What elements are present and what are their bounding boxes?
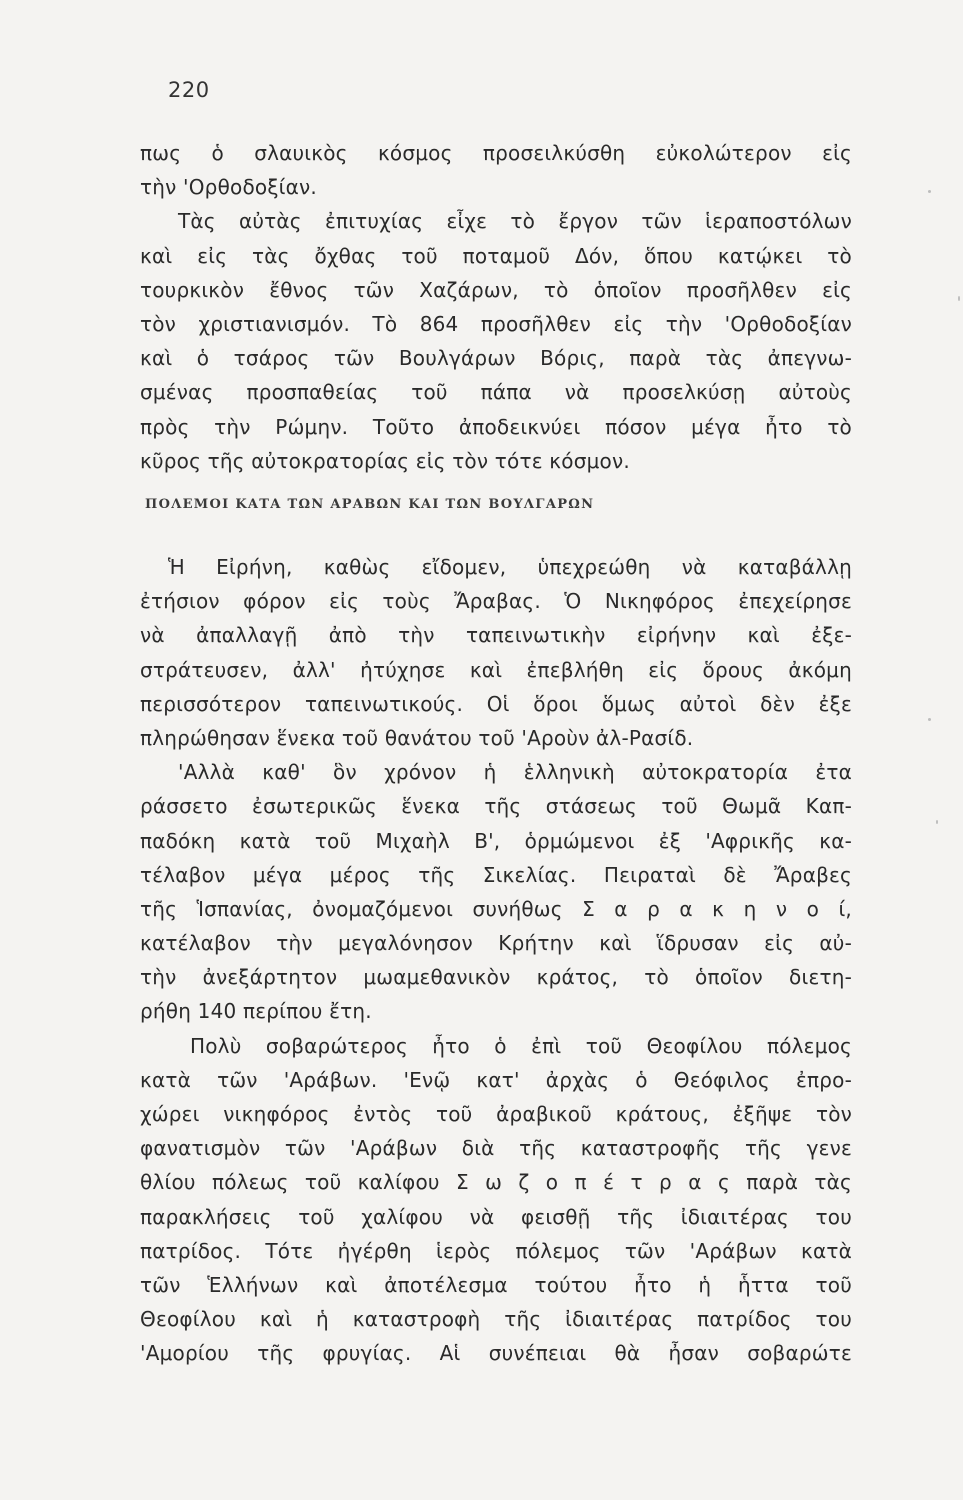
text-line: παδόκη κατὰ τοῦ Μιχαὴλ Β', ὁρμώμενοι ἐξ 'Αφρικῆς κα- [140,828,852,853]
text-line: παρακλήσεις τοῦ χαλίφου νὰ φεισθῇ τῆς ἰδιαιτέρας του [140,1204,852,1229]
text-line: τῶν Ἑλλήνων καὶ ἀποτέλεσμα τούτου ἦτο ἡ ἧττα τοῦ [140,1272,852,1297]
text-line: τὸν χριστιανισμόν. Τὸ 864 προσῆλθεν εἰς τὴν 'Ορθοδοξίαν [140,311,852,336]
section-heading: ΠΟΛΕΜΟΙ ΚΑΤΑ ΤΩΝ ΑΡΑΒΩΝ ΚΑΙ ΤΩΝ ΒΟΥΛΓΑΡΩΝ [145,497,595,512]
paper-speck [928,190,931,193]
paper-speck [958,296,960,301]
text-line: Ἡ Εἰρήνη, καθὼς εἴδομεν, ὑπεχρεώθη νὰ καταβάλλῃ [168,555,852,579]
text-line: ἐτήσιον φόρον εἰς τοὺς Ἄραβας. Ὁ Νικηφόρος ἐπεχείρησε [140,589,852,614]
text-line: φανατισμὸν τῶν 'Αράβων διὰ τῆς καταστροφῆς τῆς γενε [140,1136,852,1161]
text-line: τέλαβον μέγα μέρος τῆς Σικελίας. Πειραταὶ δὲ Ἄραβες [140,862,852,887]
text-line: 'Αλλὰ καθ' ὃν χρόνον ἡ ἑλληνικὴ αὐτοκρατορία ἐτα [178,760,852,785]
page-number: 220 [168,78,210,102]
text-line: Πολὺ σοβαρώτερος ἦτο ὁ ἐπὶ τοῦ Θεοφίλου πόλεμος [190,1033,852,1058]
text-line: πως ὁ σλαυικὸς κόσμος προσειλκύσθη εὐκολώτερον εἰς [140,141,852,165]
text-line: κῦρος τῆς αὐτοκρατορίας εἰς τὸν τότε κόσμον. [140,448,630,473]
text-line: στράτευσεν, ἀλλ' ἠτύχησε καὶ ἐπεβλήθη εἰς ὅρους ἀκόμη [140,657,852,682]
text-line: θλίου πόλεως τοῦ καλίφου Σ ω ζ ο π έ τ ρ α ς παρὰ τὰς [140,1170,852,1195]
text-line: πληρώθησαν ἕνεκα τοῦ θανάτου τοῦ 'Αροὺν ἀλ-Ρασίδ. [140,725,694,750]
text-line: 'Αμορίου τῆς φρυγίας. Αἱ συνέπειαι θὰ ἦσαν σοβαρώτε [140,1341,852,1366]
text-line: τῆς Ἱσπανίας, ὀνομαζόμενοι συνήθως Σ α ρ α κ η ν ο ί, [140,896,852,921]
text-line: νὰ ἀπαλλαγῇ ἀπὸ τὴν ταπεινωτικὴν εἰρήνην καὶ ἐξε- [140,623,852,648]
text-block-wars-arabs-bulgarians [140,550,852,1371]
text-line: τὴν 'Ορθοδοξίαν. [140,175,317,200]
text-line: σμένας προσπαθείας τοῦ πάπα νὰ προσελκύσῃ αὐτοὺς [140,380,852,405]
text-line: κατέλαβον τὴν μεγαλόνησον Κρήτην καὶ ἵδρυσαν εἰς αὐ- [140,931,852,956]
text-line: ρήθη 140 περίπου ἔτη. [140,999,372,1024]
text-line: καὶ εἰς τὰς ὄχθας τοῦ ποταμοῦ Δόν, ὅπου κατῴκει τὸ [140,243,852,268]
text-line: πρὸς τὴν Ρώμην. Τοῦτο ἀποδεικνύει πόσον μέγα ἦτο τὸ [140,414,852,439]
paper-speck [936,820,938,824]
text-line: περισσότερον ταπεινωτικούς. Οἱ ὅροι ὅμως αὐτοὶ δὲν ἐξε [140,691,852,716]
text-line: τὴν ἀνεξάρτητον μωαμεθανικὸν κράτος, τὸ ὁποῖον διετη- [140,965,852,990]
text-line: πατρίδος. Τότε ἠγέρθη ἱερὸς πόλεμος τῶν 'Αράβων κατὰ [140,1238,852,1263]
text-line: χώρει νικηφόρος ἐντὸς τοῦ ἀραβικοῦ κράτους, ἐξῆψε τὸν [140,1102,852,1126]
paper-speck [928,718,931,721]
text-line: ράσσετο ἐσωτερικῶς ἕνεκα τῆς στάσεως τοῦ Θωμᾶ Καπ- [140,794,852,819]
text-line: κατὰ τῶν 'Αράβων. 'Ενῷ κατ' ἀρχὰς ὁ Θεόφιλος ἐπρο- [140,1067,852,1092]
text-line: Τὰς αὐτὰς ἐπιτυχίας εἶχε τὸ ἔργον τῶν ἱεραποστόλων [178,209,852,234]
text-line: τουρκικὸν ἔθνος τῶν Χαζάρων, τὸ ὁποῖον προσῆλθεν εἰς [140,277,852,302]
text-line: καὶ ὁ τσάρος τῶν Βουλγάρων Βόρις, παρὰ τὰς ἀπεγνω- [140,346,852,371]
text-line: Θεοφίλου καὶ ἡ καταστροφὴ τῆς ἰδιαιτέρας πατρίδος του [140,1307,852,1332]
text-block-byzantine-missions [140,136,852,478]
